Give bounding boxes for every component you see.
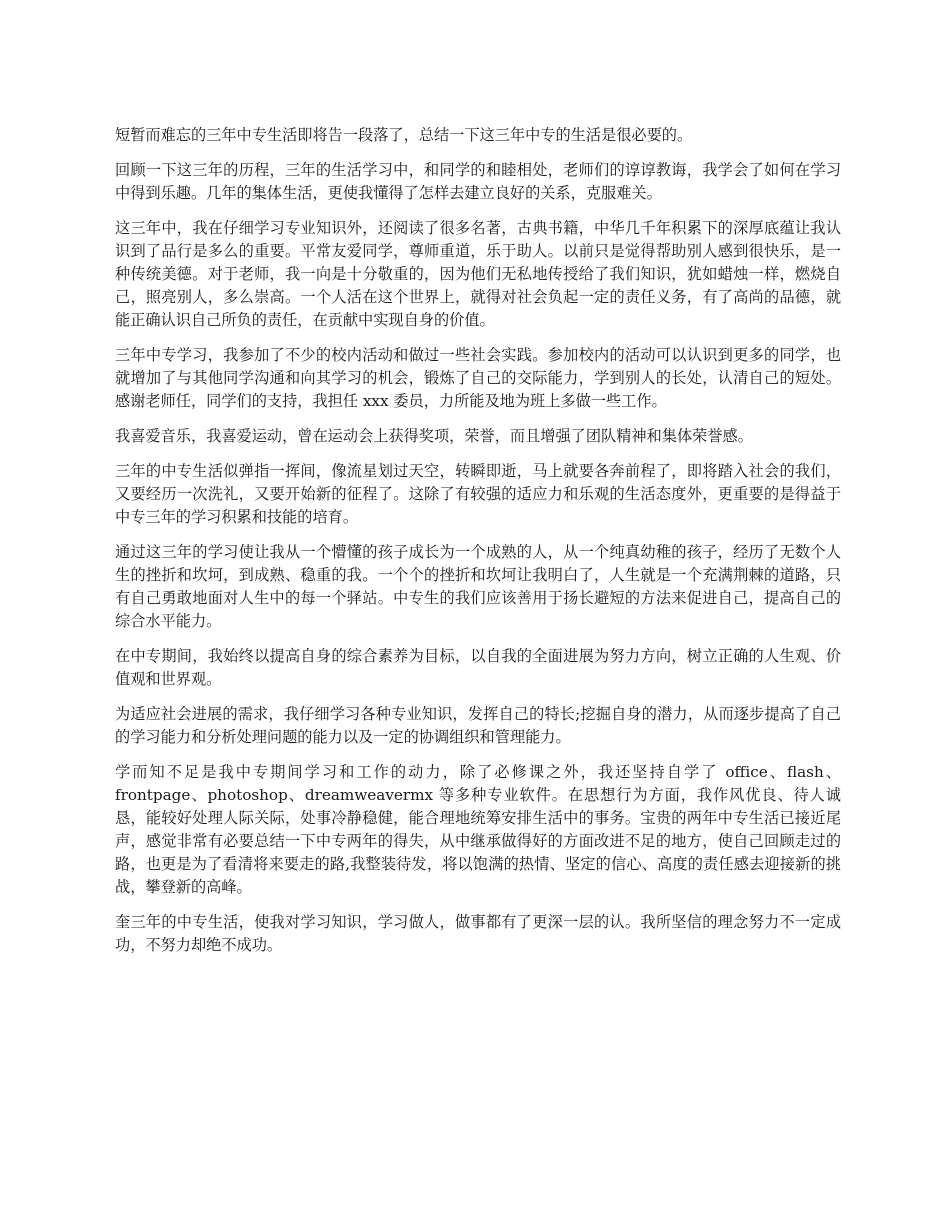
paragraph-6: 三年的中专生活似弹指一挥间，像流星划过天空，转瞬即逝，马上就要各奔前程了，即将踏入社会的我们，又要经历一次洗礼，又要开始新的征程了。这除了有较强的适应力和乐观的生活态度外，更重要的是得益于中专三年的学习积累和技能的培育。 bbox=[115, 462, 841, 526]
paragraph-4: 三年中专学习，我参加了不少的校内活动和做过一些社会实践。参加校内的活动可以认识到更多的同学，也就增加了与其他同学沟通和向其学习的机会，锻炼了自己的交际能力，学到别人的长处，认清自己的短处。感谢老师任，同学们的支持，我担任 xxx 委员，力所能及地为班上多做一些工作。 bbox=[115, 346, 841, 410]
paragraph-7: 通过这三年的学习使让我从一个懵懂的孩子成长为一个成熟的人，从一个纯真幼稚的孩子，经历了无数个人生的挫折和坎坷，到成熟、稳重的我。一个个的挫折和坎坷让我明白了，人生就是一个充满荆棘的道路，只有自己勇敢地面对人生中的每一个驿站。中专生的我们应该善用于扬长避短的方法来促进自己，提高自己的综合水平能力。 bbox=[115, 543, 841, 630]
paragraph-5: 我喜爱音乐，我喜爱运动，曾在运动会上获得奖项，荣誉，而且增强了团队精神和集体荣誉感。 bbox=[115, 427, 753, 445]
paragraph-1: 短暂而难忘的三年中专生活即将告一段落了，总结一下这三年中专的生活是很必要的。 bbox=[115, 126, 693, 144]
paragraph-9: 为适应社会进展的需求，我仔细学习各种专业知识，发挥自己的特长;挖掘自身的潜力，从而逐步提高了自己的学习能力和分析处理问题的能力以及一定的协调组织和管理能力。 bbox=[115, 705, 841, 746]
paragraph-11: 奎三年的中专生活，使我对学习知识，学习做人，做事都有了更深一层的认。我所坚信的理念努力不一定成功，不努力却绝不成功。 bbox=[115, 913, 841, 954]
paragraph-3: 这三年中，我在仔细学习专业知识外，还阅读了很多名著，古典书籍，中华几千年积累下的深厚底蕴让我认识到了品行是多么的重要。平常友爱同学，尊师重道，乐于助人。以前只是觉得帮助别人感到很快乐，是一种传统美德。对于老师，我一向是十分敬重的，因为他们无私地传授给了我们知识，犹如蜡烛一样，燃烧自己，照亮别人，多么崇高。一个人活在这个世界上，就得对社会负起一定的责任义务，有了高尚的品德，就能正确认识自己所负的责任，在贡献中实现自身的价值。 bbox=[115, 219, 841, 329]
paragraph-10: 学而知不足是我中专期间学习和工作的动力，除了必修课之外，我还坚持自学了 office、flash、frontpage、photoshop、dreamweavermx 等多种专业软件。在思想行为方面，我作风优良、待人诚恳，能较好处理人际关际，处事冷静稳健，能合理地统筹安排生活中的事务。宝贵的两年中专生活已接近尾声，感觉非常有必要总结一下中专两年的得失，从中继承做得好的方面改进不足的地方，使自己回顾走过的路，也更是为了看清将来要走的路,我整装待发，将以饱满的热情、坚定的信心、高度的责任感去迎接新的挑战，攀登新的高峰。 bbox=[115, 763, 841, 896]
paragraph-8: 在中专期间，我始终以提高自身的综合素养为目标，以自我的全面进展为努力方向，树立正确的人生观、价值观和世界观。 bbox=[115, 647, 841, 688]
document-body bbox=[115, 124, 841, 969]
paragraph-2: 回顾一下这三年的历程，三年的生活学习中，和同学的和睦相处，老师们的谆谆教诲，我学会了如何在学习中得到乐趣。几年的集体生活，更使我懂得了怎样去建立良好的关系，克服难关。 bbox=[115, 161, 841, 202]
